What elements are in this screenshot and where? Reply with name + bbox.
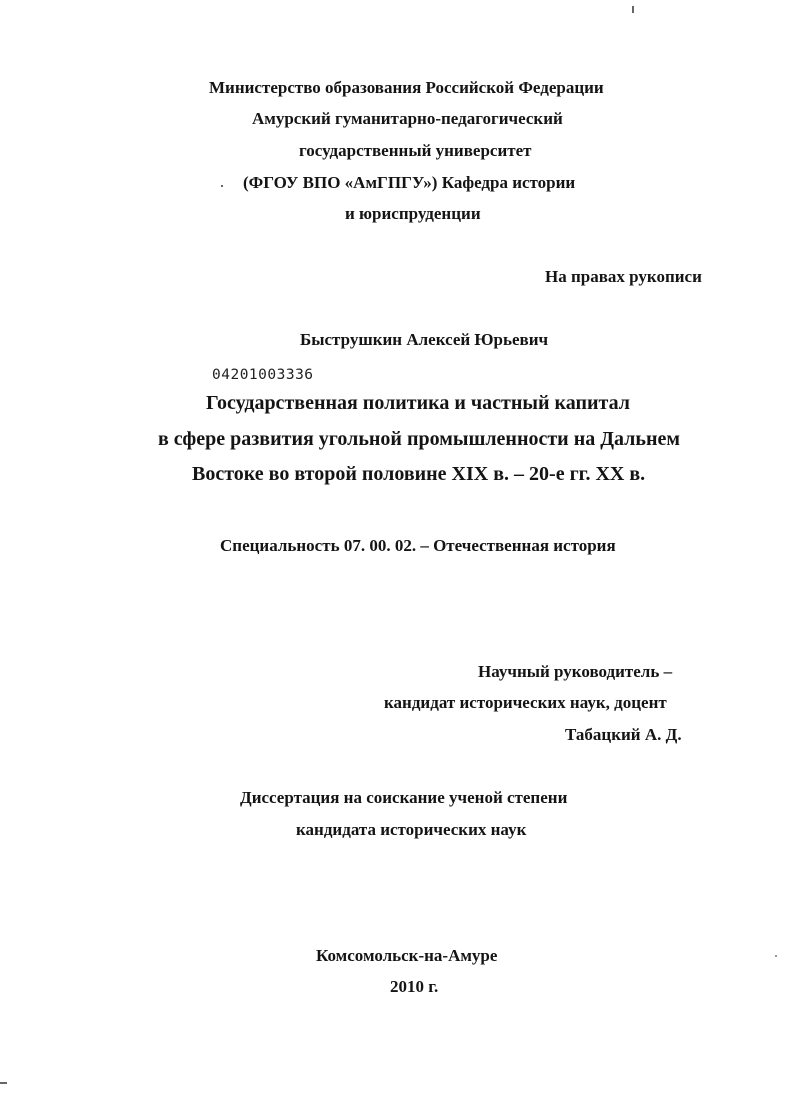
author-name: Быструшкин Алексей Юрьевич (300, 330, 549, 349)
supervisor-degree: кандидат исторических наук, доцент (384, 693, 667, 712)
scan-speck (221, 185, 223, 187)
scan-speck (632, 6, 634, 13)
title-line2: в сфере развития угольной промышленности на Дальнем (158, 428, 680, 450)
university-abbreviation-department: (ФГОУ ВПО «АмГПГУ») Кафедра истории (243, 173, 576, 192)
scan-speck (775, 955, 777, 957)
ministry-name: Министерство образования Российской Федерации (209, 78, 604, 97)
city: Комсомольск-на-Амуре (316, 946, 498, 965)
supervisor-name: Табацкий А. Д. (565, 725, 682, 744)
title-line1: Государственная политика и частный капитал (206, 392, 631, 414)
scan-speck (0, 1082, 7, 1084)
title-line3: Востоке во второй половине XIX в. – 20-е гг. XX в. (192, 463, 646, 485)
supervisor-label: Научный руководитель – (478, 662, 673, 681)
university-name-line2: государственный университет (299, 141, 532, 160)
manuscript-note: На правах рукописи (545, 267, 702, 286)
department-name: и юриспруденции (345, 204, 481, 223)
dissertation-line2: кандидата исторических наук (296, 820, 527, 839)
year: 2010 г. (390, 977, 439, 996)
dissertation-line1: Диссертация на соискание ученой степени (240, 788, 568, 807)
university-name-line1: Амурский гуманитарно-педагогический (252, 109, 563, 128)
specialty: Специальность 07. 00. 02. – Отечественная история (220, 536, 616, 555)
catalog-number-stamp: 04201003336 (212, 367, 314, 383)
